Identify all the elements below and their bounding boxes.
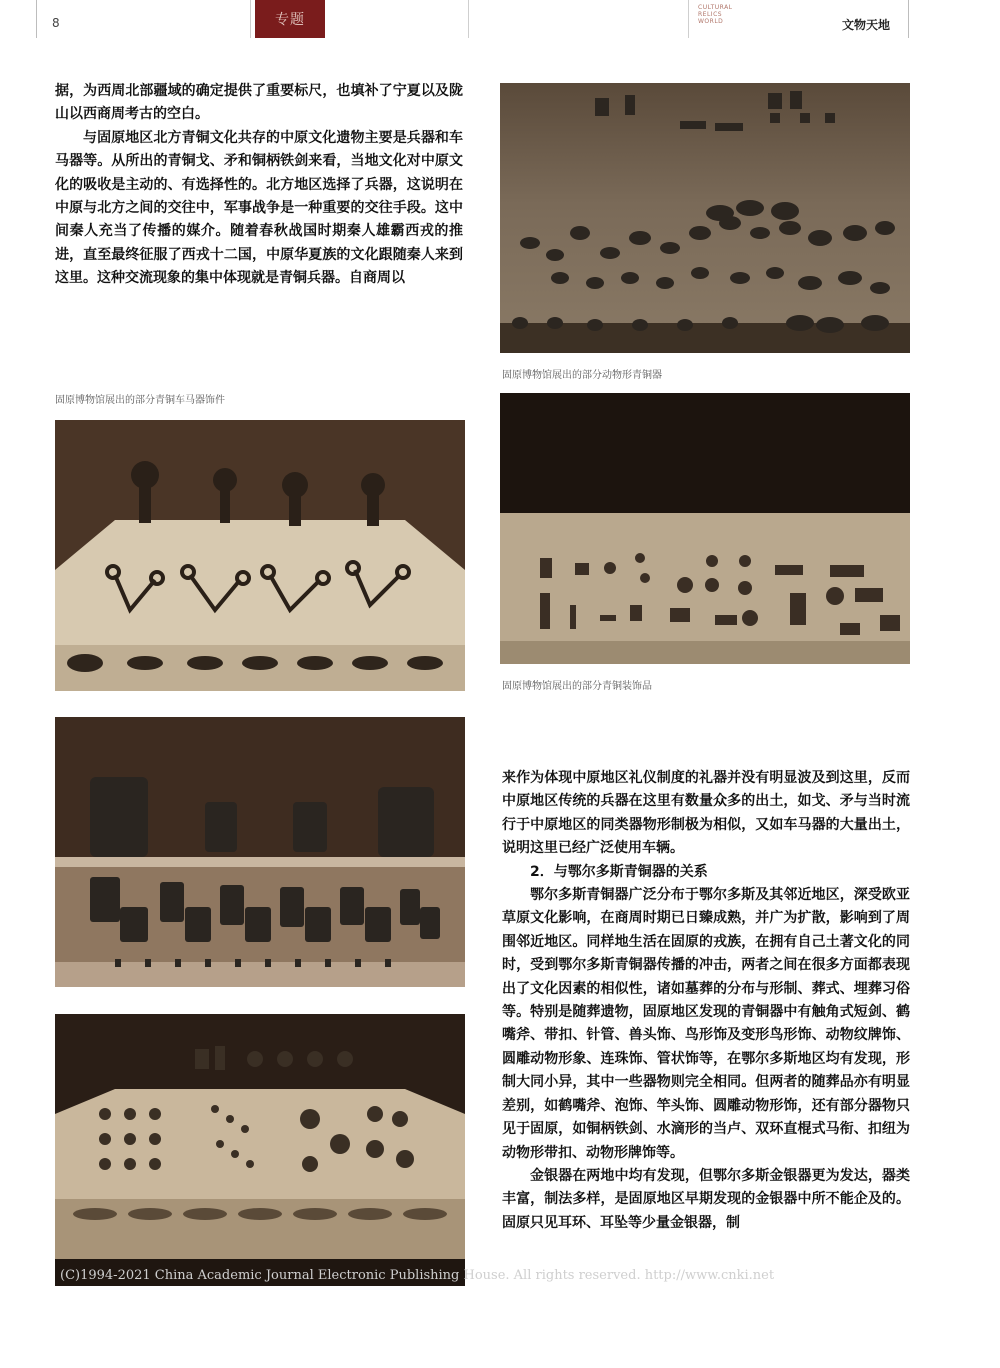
left-column-text xyxy=(55,80,463,291)
paragraph-continuation: 来作为体现中原地区礼仪制度的礼器并没有明显波及到这里，反而中原地区传统的兵器在这里有数量众多的出土，如戈、矛与当时流行于中原地区的同类器物形制极为相似，又如车马器的大量出土，说明这里已经广泛使用车辆。 xyxy=(502,770,910,857)
paragraph: 鄂尔多斯青铜器广泛分布于鄂尔多斯及其邻近地区，深受欧亚草原文化影响，在商周时期已日臻成熟，并广为扩散，影响到了周围邻近地区。同样地生活在固原的戎族，在拥有自己土著文化的同时，受到鄂尔多斯青铜器传播的冲击，两者之间在很多方面都表现出了文化因素的相似性，诸如墓葬的分布与形制、葬式、埋葬习俗等。特别是随葬遗物，固原地区发现的青铜器中有触角式短剑、鹤嘴斧、带扣、针管、兽头饰、鸟形饰及变形鸟形饰、动物纹牌饰、圆雕动物形象、连珠饰、管状饰等，在鄂尔多斯地区均有发现，形制大同小异，其中一些器物则完全相同。但两者的随葬品亦有明显差别，如鹤嘴斧、泡饰、竿头饰、圆雕动物形饰，还有部分器物只见于固原，如铜柄铁剑、水滴形的当卢、双环直棍式马衔、扣纽为动物形带扣、动物形牌饰等。 xyxy=(502,887,910,1161)
magazine-logo-en xyxy=(698,4,758,25)
section-heading: 2．与鄂尔多斯青铜器的关系 xyxy=(530,863,708,880)
paragraph: 与固原地区北方青铜文化共存的中原文化遗物主要是兵器和车马器等。从所出的青铜戈、矛和铜柄铁剑来看，当地文化对中原文化的吸收是主动的、有选择性的。北方地区选择了兵器，这说明在中原与北方之间的交往中，军事战争是一种重要的交往手段。这中间秦人充当了传播的媒介。随着春秋战国时期秦人雄霸西戎的推进，直至最终征服了西戎十二国，中原华夏族的文化跟随秦人来到这里。这种交流现象的集中体现就是青铜兵器。自商周以 xyxy=(55,129,463,287)
header-divider xyxy=(250,0,251,38)
paragraph-continuation: 据，为西周北部疆域的确定提供了重要标尺，也填补了宁夏以及陇山以西商周考古的空白。 xyxy=(55,83,463,123)
header-divider-right xyxy=(908,0,909,38)
page-number: 8 xyxy=(52,16,60,30)
paragraph: 金银器在两地中均有发现，但鄂尔多斯金银器更为发达，器类丰富，制法多样，是固原地区早期发现的金银器中所不能企及的。固原只见耳环、耳坠等少量金银器，制 xyxy=(502,1167,910,1231)
magazine-logo-line: RELICS xyxy=(698,11,723,18)
copyright-watermark: (C)1994-2021 China Academic Journal Electronic Publishing House. All rights reserved. http://www.cnki.net xyxy=(60,1268,775,1283)
caption-ornaments: 固原博物馆展出的部分青铜装饰品 xyxy=(502,681,652,692)
magazine-logo-line: CULTURAL xyxy=(698,4,733,11)
photo-chariot-fittings xyxy=(55,420,465,691)
header-divider xyxy=(468,0,469,38)
photo-bronze-bells xyxy=(55,717,465,987)
photo-ornaments xyxy=(500,393,910,664)
photo-animal-bronzes xyxy=(500,83,910,353)
photo-bronze-plaques xyxy=(55,1014,465,1286)
caption-animal-bronzes: 固原博物馆展出的部分动物形青铜器 xyxy=(502,370,662,381)
magazine-title: 文物天地 xyxy=(842,18,891,32)
magazine-logo-line: WORLD xyxy=(698,18,724,25)
section-tab: 专题 xyxy=(255,0,325,38)
right-column-text xyxy=(502,767,910,1235)
header-divider xyxy=(688,0,689,38)
caption-chariot-fittings: 固原博物馆展出的部分青铜车马器饰件 xyxy=(55,395,225,406)
header-divider-left xyxy=(36,0,37,38)
